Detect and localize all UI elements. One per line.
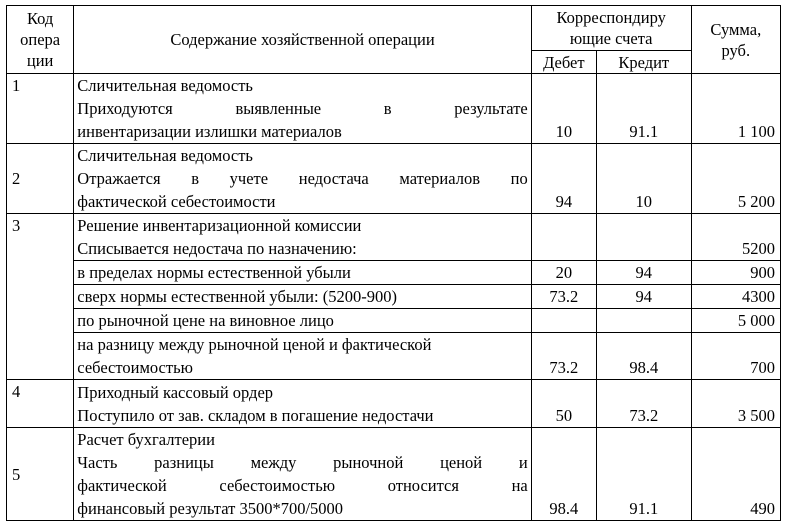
- row-description: [74, 428, 531, 521]
- row-description: [74, 214, 531, 261]
- row-description: [74, 380, 531, 428]
- subrow-description: по рыночной цене на виновное лицо: [74, 309, 531, 333]
- description-line: Сличительная ведомость: [77, 76, 253, 95]
- row-description: [74, 74, 531, 144]
- row-sum: 5 000: [691, 309, 780, 333]
- table-subrow: [7, 285, 781, 309]
- header-code-line-2: опера: [20, 30, 61, 49]
- row-credit: 98.4: [596, 333, 691, 380]
- row-sum: 700: [691, 333, 780, 380]
- header-sum-line-2: руб.: [721, 40, 751, 60]
- operations-table: [6, 5, 781, 521]
- row-debit: 20: [531, 261, 596, 285]
- description-line: Отражается в учете недостача материалов по: [77, 169, 528, 188]
- table-row: [7, 144, 781, 214]
- row-debit: 73.2: [531, 333, 596, 380]
- row-code: 4: [7, 380, 74, 428]
- header-accounts-line-1: Корреспондиру: [556, 8, 666, 27]
- description-line: Списывается недостача по назначению:: [77, 239, 357, 258]
- row-credit: 94: [596, 261, 691, 285]
- row-sum: 1 100: [691, 74, 780, 144]
- row-credit: 10: [596, 144, 691, 214]
- row-sum: 4300: [691, 285, 780, 309]
- header-credit: Кредит: [596, 51, 691, 74]
- description-line: фактической себестоимостью относится на: [77, 476, 528, 495]
- row-debit: 98.4: [531, 428, 596, 521]
- description-line: Расчет бухгалтерии: [77, 430, 215, 449]
- table-row: [7, 428, 781, 521]
- row-sum: 900: [691, 261, 780, 285]
- table-row: [7, 380, 781, 428]
- row-credit: 73.2: [596, 380, 691, 428]
- row-debit: [531, 309, 596, 333]
- row-debit: 50: [531, 380, 596, 428]
- description-line: Часть разницы между рыночной ценой и: [77, 453, 528, 472]
- table-subrow: [7, 333, 781, 380]
- row-sum: 5200: [691, 214, 780, 261]
- row-code: 2: [7, 144, 74, 214]
- subrow-description: сверх нормы естественной убыли: (5200-900): [74, 285, 531, 309]
- header-code-line-3: ции: [26, 51, 54, 70]
- row-credit: 91.1: [596, 74, 691, 144]
- description-line: финансовый результат 3500*700/5000: [77, 499, 344, 518]
- description-line: инвентаризации излишки материалов: [77, 122, 342, 141]
- table-subrow: [7, 309, 781, 333]
- header-debit: Дебет: [531, 51, 596, 74]
- table-subrow: [7, 261, 781, 285]
- row-credit: 94: [596, 285, 691, 309]
- header-sum: [691, 6, 780, 74]
- row-sum: 5 200: [691, 144, 780, 214]
- description-line: себестоимостью: [77, 358, 193, 377]
- row-description: [74, 144, 531, 214]
- header-accounts-line-2: ющие счета: [569, 29, 653, 48]
- header-code: [7, 6, 74, 74]
- description-line: Поступило от зав. складом в погашение недостачи: [77, 406, 434, 425]
- row-debit: 73.2: [531, 285, 596, 309]
- description-line: Приходуются выявленные в результате: [77, 99, 528, 118]
- row-debit: [531, 214, 596, 261]
- row-debit: 94: [531, 144, 596, 214]
- header-content: Содержание хозяйственной операции: [74, 6, 531, 74]
- description-line: Решение инвентаризационной комиссии: [77, 216, 362, 235]
- table-row: [7, 214, 781, 261]
- header-sum-line-1: Сумма,: [710, 19, 762, 39]
- row-debit: 10: [531, 74, 596, 144]
- header-accounts: [531, 6, 691, 51]
- description-line: на разницу между рыночной ценой и фактической: [77, 335, 432, 354]
- description-line: фактической себестоимости: [77, 192, 276, 211]
- subrow-description: в пределах нормы естественной убыли: [74, 261, 531, 285]
- description-line: Сличительная ведомость: [77, 146, 253, 165]
- header-code-line-1: Код: [26, 9, 54, 28]
- row-code: 5: [7, 428, 74, 521]
- row-sum: 490: [691, 428, 780, 521]
- description-line: Приходный кассовый ордер: [77, 383, 274, 402]
- row-credit: [596, 214, 691, 261]
- table-row: [7, 74, 781, 144]
- row-code: 3: [7, 214, 74, 380]
- row-code: 1: [7, 74, 74, 144]
- subrow-description: [74, 333, 531, 380]
- row-credit: [596, 309, 691, 333]
- row-credit: 91.1: [596, 428, 691, 521]
- row-sum: 3 500: [691, 380, 780, 428]
